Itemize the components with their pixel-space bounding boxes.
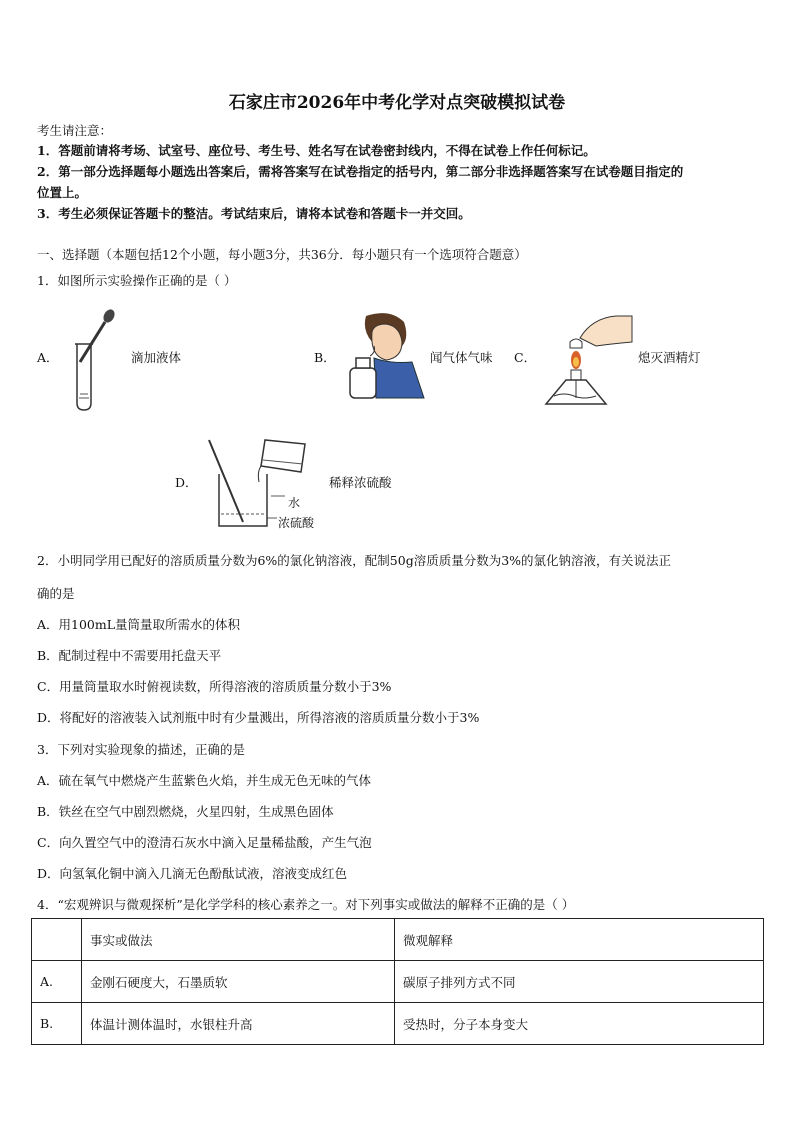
q1-option-c-letter: C． xyxy=(514,350,537,365)
q1-option-d-letter: D． xyxy=(175,475,198,490)
q2-stem-line1: 2．小明同学用已配好的溶质质量分数为6%的氯化钠溶液，配制50g溶质质量分数为3%的氯化钠溶液，有关说法正 xyxy=(37,553,672,568)
q3-option-b: B．铁丝在空气中剧烈燃烧，火星四射，生成黑色固体 xyxy=(37,804,334,819)
notice-item-2-cont: 位置上。 xyxy=(37,185,88,200)
q1-option-a-letter: A． xyxy=(37,350,59,365)
boy-smelling-bottle-icon xyxy=(346,312,426,402)
alcohol-lamp-icon xyxy=(540,308,632,412)
section-heading: 一、选择题（本题包括12个小题，每小题3分，共36分．每小题只有一个选项符合题意） xyxy=(37,247,527,262)
table-header-cell xyxy=(32,919,82,961)
q3-option-c: C．向久置空气中的澄清石灰水中滴入足量稀盐酸，产生气泡 xyxy=(37,835,372,850)
table-cell: 碳原子排列方式不同 xyxy=(395,961,764,1003)
q1-option-b-letter: B． xyxy=(314,350,336,365)
q1-option-d-caption: 稀释浓硫酸 xyxy=(329,475,392,490)
q4-table xyxy=(31,918,764,1045)
q3-option-d: D．向氢氧化铜中滴入几滴无色酚酞试液，溶液变成红色 xyxy=(37,866,348,881)
notice-heading: 考生请注意： xyxy=(37,123,113,138)
notice-item-3: 3．考生必须保证答题卡的整洁。考试结束后，请将本试卷和答题卡一并交回。 xyxy=(37,206,471,221)
q1-option-b-caption: 闻气体气味 xyxy=(430,350,493,365)
table-row xyxy=(32,1003,764,1045)
table-row xyxy=(32,961,764,1003)
dropper-test-tube-icon xyxy=(65,308,125,414)
q2-stem-line2: 确的是 xyxy=(37,586,75,601)
q3-stem: 3．下列对实验现象的描述，正确的是 xyxy=(37,742,245,757)
table-cell: A. xyxy=(32,961,82,1003)
page-title: 石家庄市2026年中考化学对点突破模拟试卷 xyxy=(228,93,566,113)
table-cell: 受热时，分子本身变大 xyxy=(395,1003,764,1045)
q1-option-c-caption: 熄灭酒精灯 xyxy=(638,350,701,365)
notice-item-1: 1．答题前请将考场、试室号、座位号、考生号、姓名写在试卷密封线内，不得在试卷上作任何标记。 xyxy=(37,143,596,158)
notice-item-2: 2．第一部分选择题每小题选出答案后，需将答案写在试卷指定的括号内，第二部分非选择题答案写在试卷题目指定的 xyxy=(37,164,684,179)
table-header-cell: 事实或做法 xyxy=(82,919,395,961)
label-water: 水 xyxy=(288,496,301,510)
q2-option-b: B．配制过程中不需要用托盘天平 xyxy=(37,648,222,663)
table-header-cell: 微观解释 xyxy=(395,919,764,961)
q4-stem: 4．“宏观辨识与微观探析”是化学学科的核心素养之一。对下列事实或做法的解释不正确的是（ ） xyxy=(37,897,575,912)
q1-option-a-caption: 滴加液体 xyxy=(131,350,182,365)
table-cell: 金刚石硬度大，石墨质软 xyxy=(82,961,395,1003)
q1-stem: 1．如图所示实验操作正确的是（ ） xyxy=(37,273,237,288)
q2-option-d: D．将配好的溶液装入试剂瓶中时有少量溅出，所得溶液的溶质质量分数小于3% xyxy=(37,710,480,725)
q3-option-a: A．硫在氧气中燃烧产生蓝紫色火焰，并生成无色无味的气体 xyxy=(37,773,372,788)
label-concentrated-acid: 浓硫酸 xyxy=(278,516,315,530)
q2-option-a: A．用100mL量筒量取所需水的体积 xyxy=(37,617,241,632)
table-header-row xyxy=(32,919,764,961)
table-cell: B. xyxy=(32,1003,82,1045)
table-cell: 体温计测体温时，水银柱升高 xyxy=(82,1003,395,1045)
q2-option-c: C．用量筒量取水时俯视读数，所得溶液的溶质质量分数小于3% xyxy=(37,679,392,694)
